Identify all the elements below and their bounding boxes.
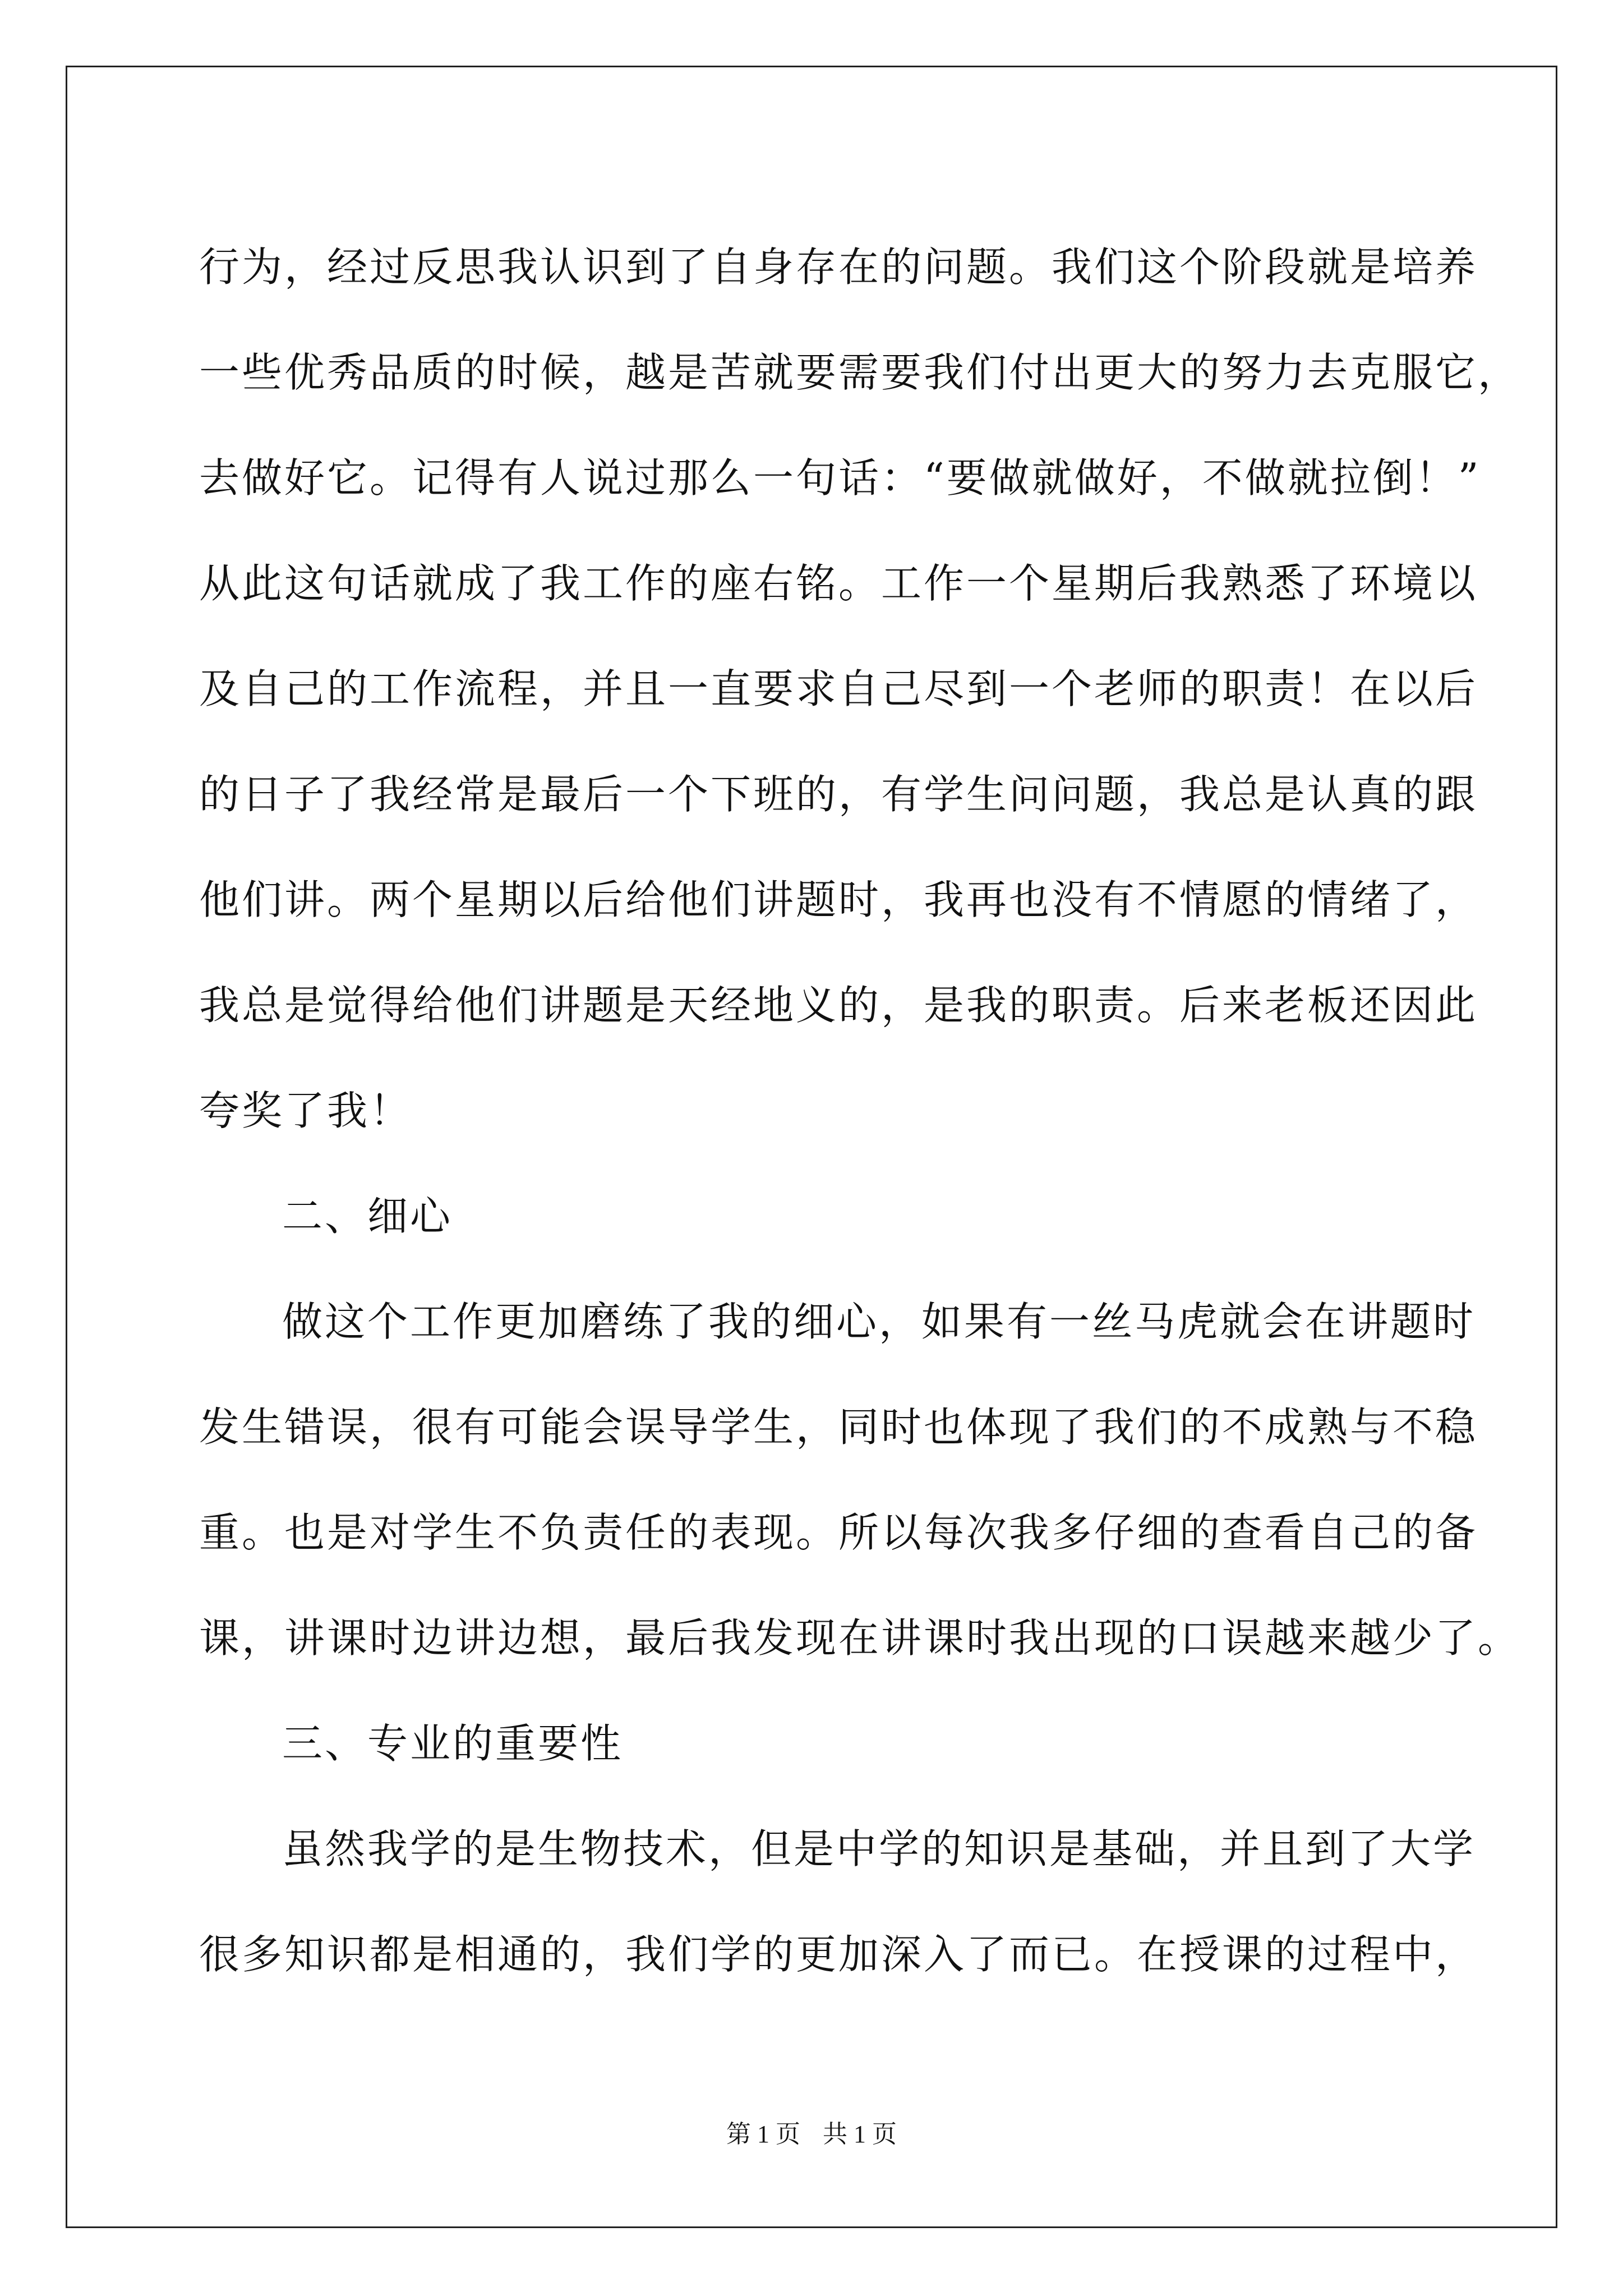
paragraph-first-line: 做这个工作更加磨练了我的细心，如果有一丝马虎就会在讲题时 (282, 1298, 1476, 1345)
page-footer (0, 2114, 1623, 2150)
text-line: 从此这句话就成了我工作的座右铭。工作一个星期后我熟悉了环境以 (199, 560, 1478, 607)
text-line: 他们讲。两个星期以后给他们讲题时，我再也没有不情愿的情绪了， (199, 876, 1478, 923)
text-line: 重。也是对学生不负责任的表现。所以每次我多仔细的查看自己的备 (199, 1509, 1478, 1556)
section-heading: 二、细心 (282, 1193, 453, 1240)
paragraph-first-line: 虽然我学的是生物技术，但是中学的知识是基础，并且到了大学 (282, 1825, 1476, 1872)
text-line: 及自己的工作流程，并且一直要求自己尽到一个老师的职责！在以后 (199, 665, 1478, 712)
page-number-current: 第 1 页 (726, 2120, 800, 2148)
text-line: 的日子了我经常是最后一个下班的，有学生问问题，我总是认真的跟 (199, 771, 1478, 818)
page-number-total: 共 1 页 (823, 2120, 897, 2148)
text-line: 课，讲课时边讲边想，最后我发现在讲课时我出现的口误越来越少了。 (199, 1614, 1521, 1662)
text-line: 很多知识都是相通的，我们学的更加深入了而已。在授课的过程中， (199, 1931, 1478, 1978)
text-line: 行为，经过反思我认识到了自身存在的问题。我们这个阶段就是培养 (199, 243, 1478, 291)
text-line: 发生错误，很有可能会误导学生，同时也体现了我们的不成熟与不稳 (199, 1404, 1478, 1451)
text-line: 我总是觉得给他们讲题是天经地义的，是我的职责。后来老板还因此 (199, 982, 1478, 1029)
text-line: 夸奖了我！ (199, 1087, 413, 1134)
section-heading: 三、专业的重要性 (282, 1720, 624, 1767)
document-body (199, 214, 1521, 2007)
text-line: 一些优秀品质的时候，越是苦就要需要我们付出更大的努力去克服它， (199, 349, 1521, 396)
text-line: 去做好它。记得有人说过那么一句话：“要做就做好，不做就拉倒！” (199, 454, 1481, 501)
